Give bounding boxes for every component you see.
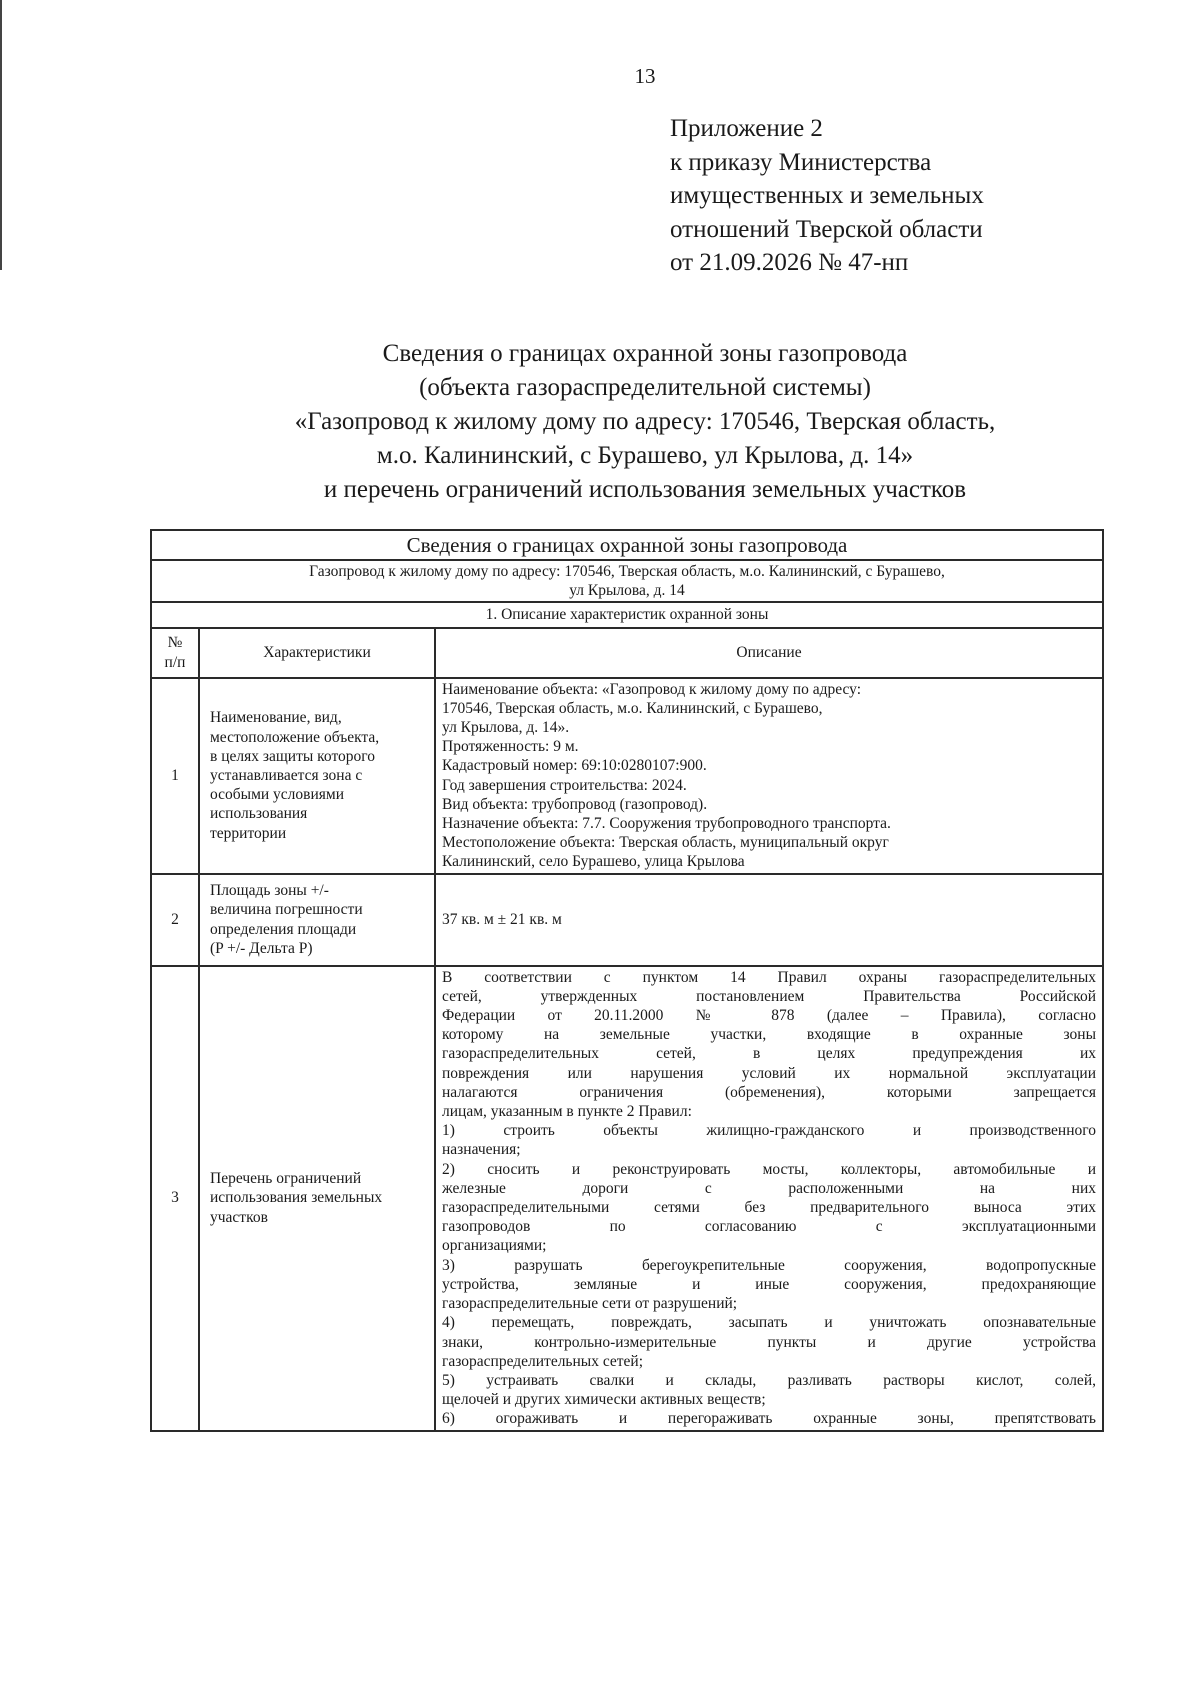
char-line: использования земельных	[210, 1189, 383, 1207]
desc-line: знаки, контрольно-измерительные пункты и другие устройства	[442, 1333, 1096, 1351]
row-number: 3	[151, 966, 199, 1431]
char-line: территории	[210, 824, 287, 842]
char-line: Площадь зоны +/-	[210, 882, 329, 900]
desc-line: 4) перемещать, повреждать, засыпать и уничтожать опознавательные	[442, 1314, 1096, 1332]
row-description	[435, 966, 1103, 1431]
appendix-line: Приложение 2	[670, 115, 823, 142]
desc-line: устройства, земляные и иные сооружения, предохраняющие	[442, 1275, 1096, 1293]
desc-line: 1) строить объекты жилищно-гражданского и производственного	[442, 1122, 1096, 1140]
header-description: Описание	[435, 628, 1103, 678]
desc-line: лицам, указанным в пункте 2 Правил:	[442, 1103, 692, 1121]
row-number: 1	[151, 678, 199, 874]
table-row	[151, 966, 1103, 1431]
row-characteristic	[199, 966, 435, 1431]
desc-line: ул Крылова, д. 14».	[442, 719, 570, 737]
char-line: Перечень ограничений	[210, 1170, 362, 1188]
object-line: ул Крылова, д. 14	[569, 582, 685, 600]
desc-line: газораспределительных сетей, в целях предупреждения их	[442, 1045, 1096, 1063]
table-header-row	[151, 628, 1103, 678]
desc-line: назначения;	[442, 1141, 521, 1159]
desc-line: щелочей и других химически активных веществ;	[442, 1391, 766, 1409]
desc-line: газораспределительными сетями без предварительного выноса этих	[442, 1199, 1096, 1217]
desc-line: железные дороги с расположенными на них	[442, 1179, 1096, 1197]
desc-line: Кадастровый номер: 69:10:0280107:900.	[442, 757, 707, 775]
document-title	[130, 337, 1160, 507]
desc-line: повреждения или нарушения условий их нормальной эксплуатации	[442, 1064, 1096, 1082]
row-description	[435, 678, 1103, 874]
zone-info-table	[150, 529, 1104, 1432]
header-characteristics: Характеристики	[199, 628, 435, 678]
scan-edge-line	[0, 0, 2, 270]
desc-line: 37 кв. м ± 21 кв. м	[442, 911, 562, 929]
char-line: Наименование, вид,	[210, 709, 342, 727]
header-num-line: №	[167, 634, 183, 652]
desc-line: 2) сносить и реконструировать мосты, коллекторы, автомобильные и	[442, 1160, 1096, 1178]
table-object-name	[151, 560, 1103, 602]
desc-line: которому на земельные участки, входящие в охранные зоны	[442, 1026, 1096, 1044]
appendix-line: от 21.09.2026 № 47-нп	[670, 249, 909, 276]
desc-line: Калининский, село Бурашево, улица Крылова	[442, 853, 745, 871]
title-line: м.о. Калининский, с Бурашево, ул Крылова, д. 14»	[376, 442, 914, 469]
desc-line: В соответствии с пунктом 14 Правил охраны газораспределительных	[442, 968, 1096, 986]
row-characteristic	[199, 678, 435, 874]
table-main-title: Сведения о границах охранной зоны газопровода	[151, 530, 1103, 560]
row-number: 2	[151, 874, 199, 966]
title-line: (объекта газораспределительной системы)	[419, 374, 871, 401]
appendix-line: к приказу Министерства	[670, 148, 932, 176]
title-line: Сведения о границах охранной зоны газопровода	[382, 340, 908, 367]
desc-line: 170546, Тверская область, м.о. Калининский, с Бурашево,	[442, 699, 823, 717]
char-line: участков	[210, 1208, 268, 1226]
char-line: особыми условиями	[210, 786, 345, 804]
appendix-block	[670, 112, 984, 280]
header-num-line: п/п	[164, 653, 186, 671]
appendix-line: отношений Тверской области	[670, 215, 983, 243]
object-line: Газопровод к жилому дому по адресу: 170546, Тверская область, м.о. Калининский, с Бурашево,	[309, 563, 945, 580]
desc-line: Федерации от 20.11.2000 № 878 (далее – Правила), согласно	[442, 1007, 1096, 1025]
table-row	[151, 678, 1103, 874]
desc-line: Протяженность: 9 м.	[442, 738, 579, 756]
char-line: в целях защиты которого	[210, 747, 375, 765]
desc-line: налагаются ограничения (обременения), которыми запрещается	[442, 1083, 1096, 1101]
desc-line: Местоположение объекта: Тверская область, муниципальный округ	[442, 834, 889, 852]
desc-line: организациями;	[442, 1237, 547, 1255]
row-description	[435, 874, 1103, 966]
table-row	[151, 874, 1103, 966]
desc-line: сетей, утвержденных постановлением Правительства Российской	[442, 987, 1096, 1005]
desc-line: газопроводов по согласованию с эксплуатационными	[442, 1218, 1096, 1236]
row-characteristic	[199, 874, 435, 966]
appendix-line: имущественных и земельных	[670, 182, 984, 209]
page-number: 13	[634, 64, 656, 88]
char-line: определения площади	[210, 920, 357, 938]
desc-line: Вид объекта: трубопровод (газопровод).	[442, 795, 708, 813]
title-line: и перечень ограничений использования земельных участков	[323, 476, 967, 503]
table-section-title: 1. Описание характеристик охранной зоны	[151, 602, 1103, 627]
char-line: (P +/- Дельта P)	[210, 939, 313, 957]
char-line: устанавливается зона с	[210, 767, 363, 785]
desc-line: 6) огораживать и перегораживать охранные зоны, препятствовать	[442, 1410, 1096, 1428]
desc-line: 3) разрушать берегоукрепительные сооружения, водопропускные	[442, 1256, 1096, 1274]
desc-line: 5) устраивать свалки и склады, разливать растворы кислот, солей,	[442, 1371, 1096, 1389]
header-num	[151, 628, 199, 678]
desc-line: газораспределительных сетей;	[442, 1352, 644, 1370]
char-line: местоположение объекта,	[210, 728, 380, 746]
char-line: использования	[210, 805, 308, 823]
desc-line: Наименование объекта: «Газопровод к жилому дому по адресу:	[442, 680, 862, 698]
title-line: «Газопровод к жилому дому по адресу: 170546, Тверская область,	[294, 408, 996, 435]
desc-line: Назначение объекта: 7.7. Сооружения трубопроводного транспорта.	[442, 815, 891, 833]
desc-line: газораспределительные сети от разрушений;	[442, 1295, 738, 1313]
desc-line: Год завершения строительства: 2024.	[442, 776, 687, 794]
char-line: величина погрешности	[210, 901, 363, 919]
